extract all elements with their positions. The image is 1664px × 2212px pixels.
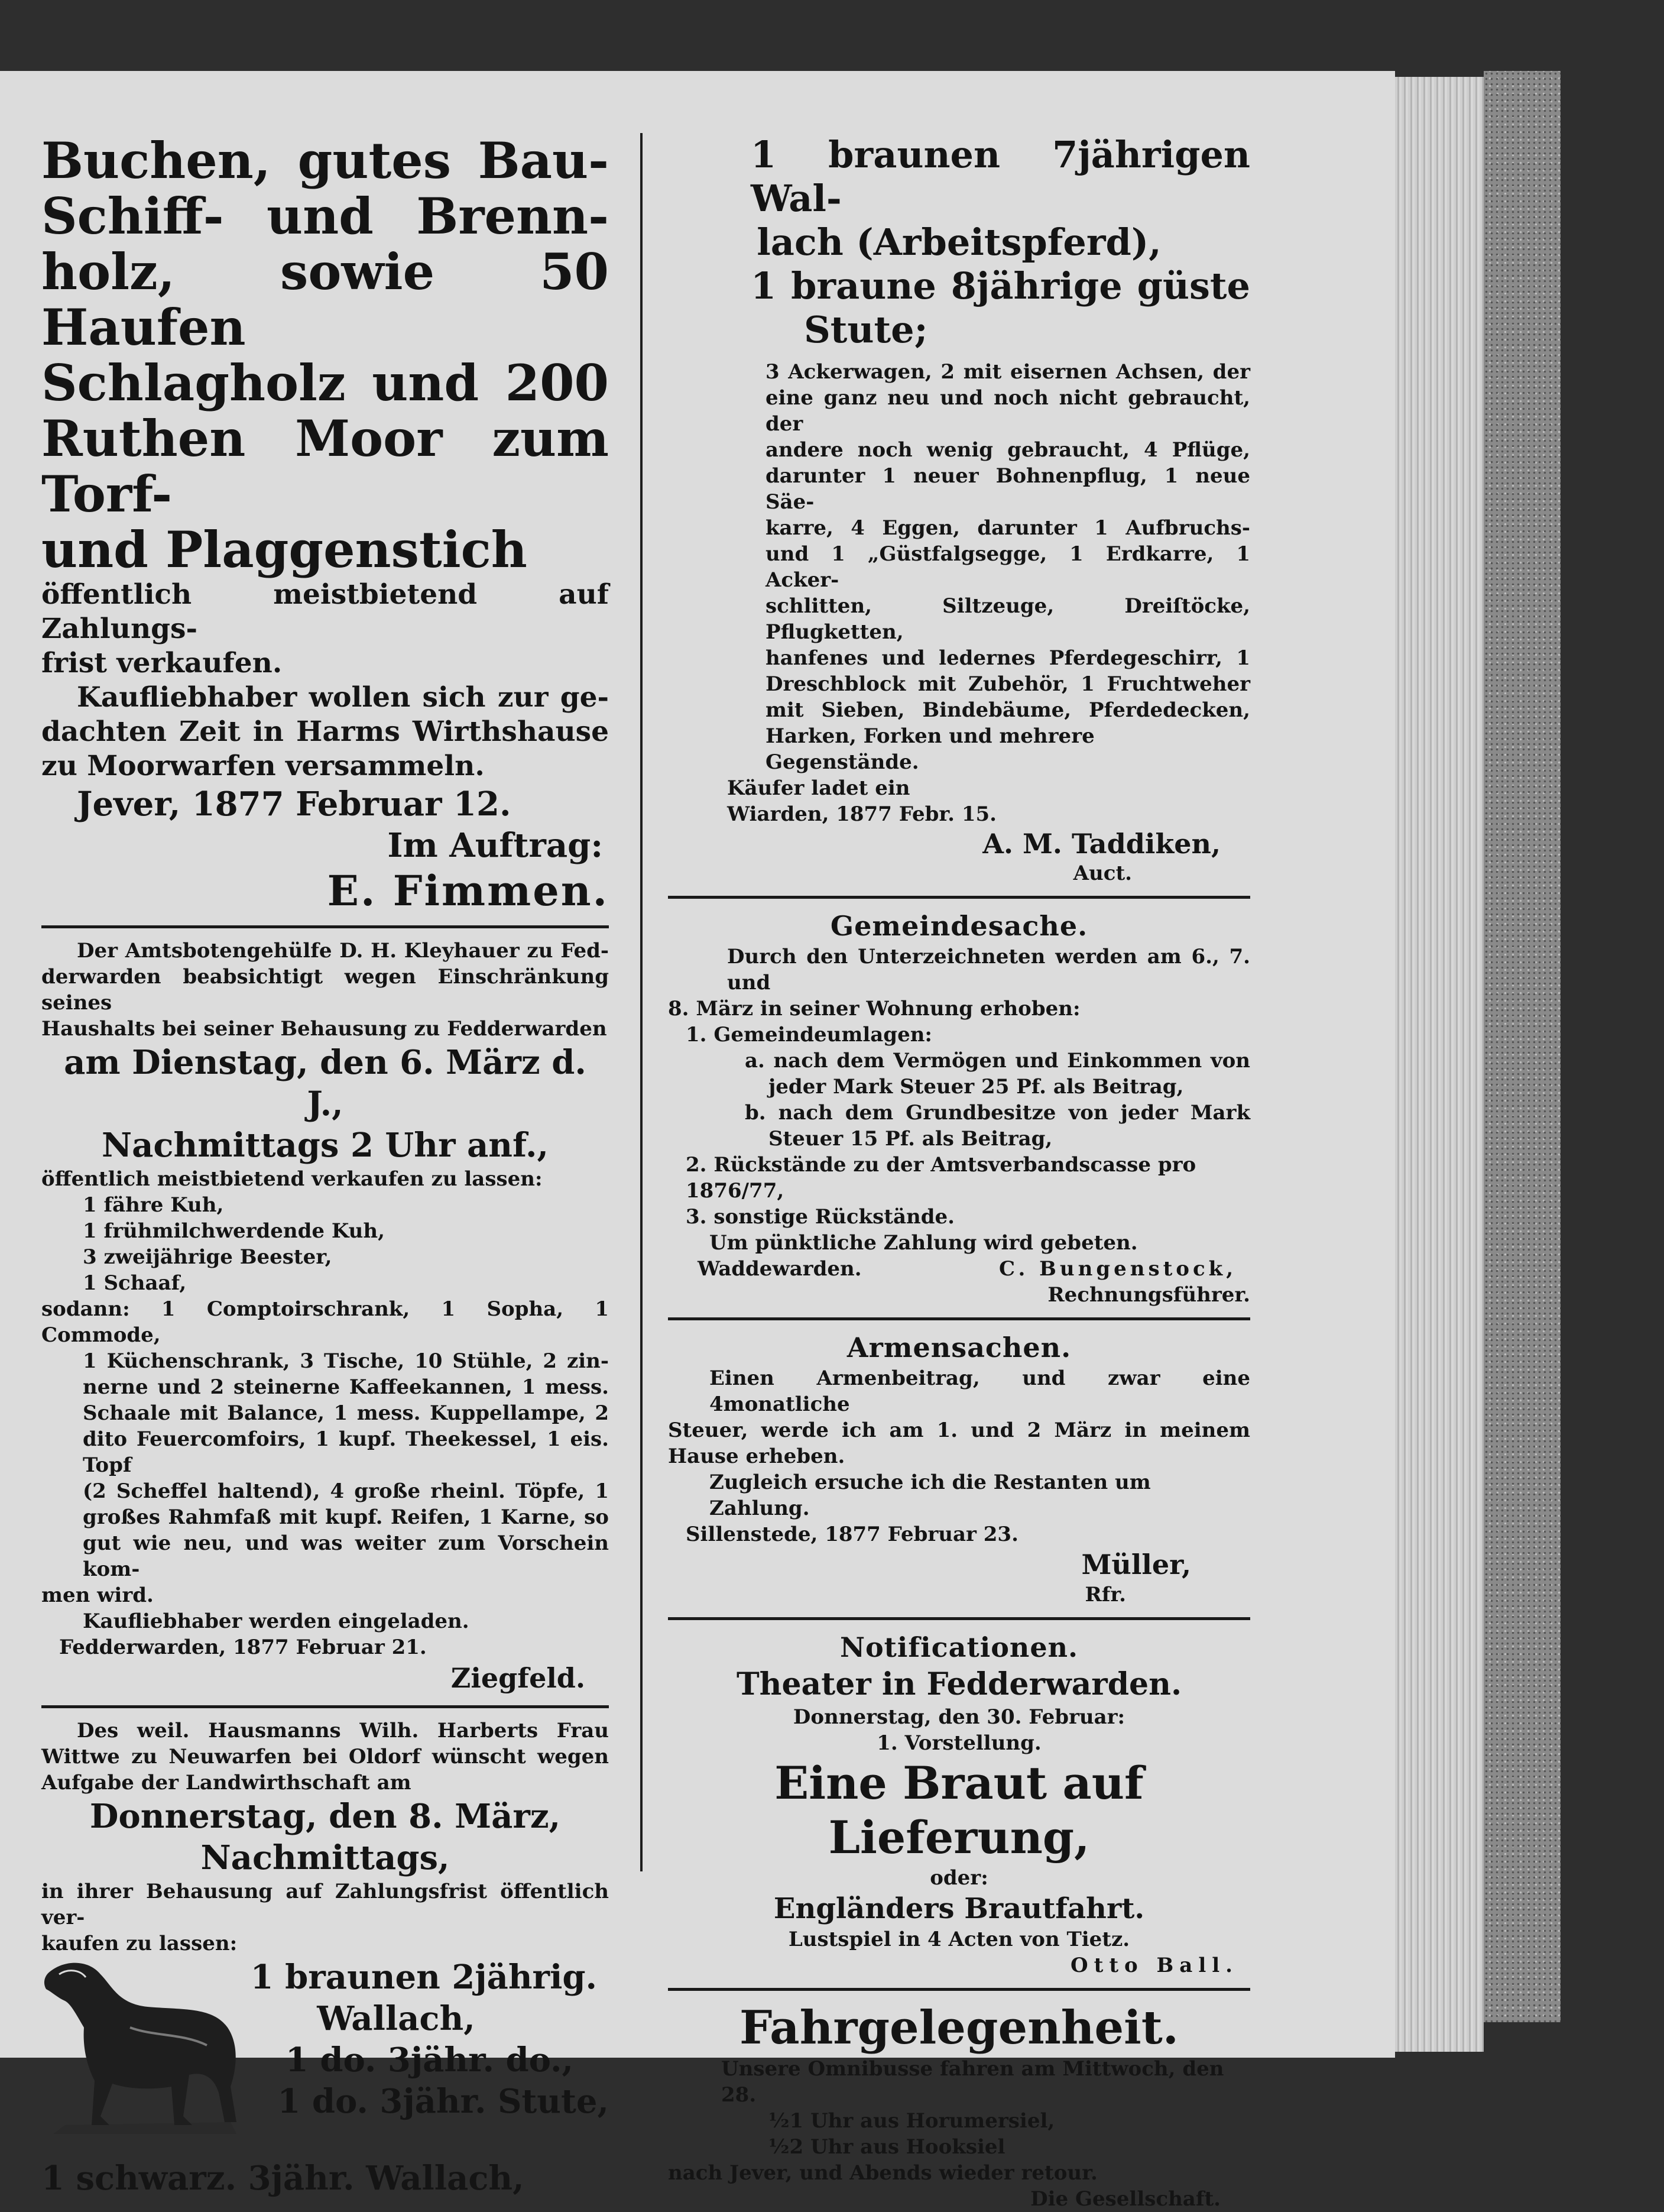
ad-farm-cont-item: andere noch wenig gebraucht, 4 Pflüge, [765, 438, 1250, 462]
gemeinde-item1a: a. nach dem Vermögen und Einkommen von [745, 1049, 1250, 1073]
ad-farm-cont-item: darunter 1 neuer Bohnenpflug, 1 neue Säe- [765, 464, 1250, 514]
armen-title: Rfr. [1085, 1583, 1126, 1607]
ad-timber-line: holz, sowie 50 Haufen [41, 242, 609, 357]
divider [41, 1705, 609, 1708]
armen-body: Steuer, werde ich am 1. und 2 März in meinem [668, 1418, 1250, 1442]
ad-farm-horse-line: 1 braunen 2jährig. [250, 1958, 597, 1997]
ad-household-sell: öffentlich meistbietend verkaufen zu lassen: [41, 1167, 543, 1191]
ad-household-items: gut wie neu, und was weiter zum Vorschein kom- [83, 1531, 609, 1581]
fahr-line3: ½2 Uhr aus Hooksiel [768, 2135, 1005, 2159]
ad-farm-horse-line: 1 schwarz. 3jähr. Wallach, [41, 2159, 524, 2198]
ad-timber-line: Ruthen Moor zum Torf- [41, 409, 609, 523]
ad-farm-continued [668, 133, 1250, 886]
ad-household-items: 1 Küchenschrank, 3 Tische, 10 Stühle, 2 zin- [83, 1349, 609, 1373]
armen-signature: Müller, [1081, 1549, 1191, 1581]
ad-household-items: nerne und 2 steinerne Kaffeekannen, 1 mess. [83, 1375, 609, 1399]
ad-farm-cont-signature: A. M. Taddiken, [982, 828, 1221, 860]
ad-household-animal: 1 Schaaf, [83, 1271, 187, 1295]
ad-farm-cont-item: mit Sieben, Bindebäume, Pferdedecken, [765, 698, 1250, 722]
divider [41, 925, 609, 928]
gemeinde-item2: 2. Rückstände zu der Amtsverbandscasse pro 1876/77, [686, 1153, 1196, 1203]
ad-timber-commission: Im Auftrag: [387, 826, 603, 865]
ad-farm-cont-place-date: Wiarden, 1877 Febr. 15. [727, 802, 997, 826]
gemeinde-notice [668, 908, 1250, 1308]
ad-farm-cont-item: schlitten, Siltzeuge, Dreiſtöcke, Pflugketten, [765, 594, 1250, 644]
gemeinde-place: Waddewarden. [698, 1257, 862, 1281]
gemeinde-title: Rechnungsführer. [1047, 1283, 1250, 1307]
armen-body2: Zugleich ersuche ich die Restanten um Zahlung. [709, 1471, 1151, 1520]
ad-farm-cont-item: 3 Ackerwagen, 2 mit eisernen Achsen, der [765, 360, 1250, 384]
divider [668, 896, 1250, 899]
ad-farm-horse-line: 1 do. 3jähr. do., [285, 2041, 573, 2080]
gemeinde-request: Um pünktliche Zahlung wird gebeten. [709, 1231, 1138, 1255]
ad-farm-horse-list [112, 1957, 609, 2122]
ad-timber-body: frist verkaufen. [41, 647, 283, 679]
gemeinde-signature: C. Bungenstock, [999, 1257, 1237, 1281]
ad-household-place-date: Fedderwarden, 1877 Februar 21. [59, 1635, 427, 1659]
ad-farm-cont-line: lach (Arbeitspferd), [757, 221, 1162, 264]
ad-household-invite: Kaufliebhaber werden eingeladen. [83, 1609, 469, 1633]
ad-household-intro: Haushalts bei seiner Behausung zu Fedderwarden [41, 1017, 607, 1041]
page-stack-edge [1395, 77, 1484, 2052]
ad-timber-body2: dachten Zeit in Harms Wirthshause [41, 715, 609, 748]
ad-farm-sell: in ihrer Behausung auf Zahlungsfrist öffentlich ver- [41, 1880, 609, 1929]
fahr-line2: ½1 Uhr aus Horumersiel, [768, 2109, 1055, 2133]
ad-household-items: men wird. [41, 1583, 154, 1607]
ad-farm-cont-line: 1 braune 8jährige güste [751, 264, 1250, 307]
ad-household-animal: 3 zweijährige Beester, [83, 1245, 332, 1269]
ad-timber [41, 133, 609, 916]
ad-timber-place-date: Jever, 1877 Februar 12. [77, 785, 511, 824]
ad-timber-line: und Plaggenstich [41, 520, 527, 579]
fahr-heading: Fahrgelegenheit. [739, 2001, 1179, 2055]
ad-farm-cont-item: karre, 4 Eggen, darunter 1 Aufbruchs- [765, 516, 1250, 540]
left-column [41, 133, 609, 2199]
ad-household-items: Schaale mit Balance, 1 mess. Kuppellampe, 2 [83, 1401, 609, 1425]
ad-farm-cont-items [668, 359, 1250, 775]
ad-timber-body2: Kaufliebhaber wollen sich zur ge- [77, 681, 609, 714]
fahr-signature: Die Gesellschaft. [1030, 2187, 1221, 2211]
ad-household-intro: Der Amtsbotengehülfe D. H. Kleyhauer zu Fed- [77, 939, 609, 963]
ad-farm-cont-item: eine ganz neu und noch nicht gebraucht, der [765, 386, 1250, 436]
armen-heading: Armensachen. [846, 1332, 1072, 1364]
notif-signature: Otto Ball. [1071, 1954, 1238, 1977]
gemeinde-intro: Durch den Unterzeichneten werden am 6., 7. und [727, 945, 1250, 995]
gemeinde-sign-row [668, 1256, 1250, 1282]
fahr-line4: nach Jever, und Abends wieder retour. [668, 2161, 1098, 2185]
ad-farm-cont-item: und 1 „Güstfalgsegge, 1 Erdkarre, 1 Acker- [765, 542, 1250, 592]
ad-household-animal: 1 fähre Kuh, [83, 1193, 224, 1217]
gemeinde-item1a: jeder Mark Steuer 25 Pf. als Beitrag, [768, 1075, 1184, 1099]
gemeinde-item1: 1. Gemeindeumlagen: [686, 1023, 932, 1047]
ad-household-items: dito Feuercomfoirs, 1 kupf. Theekessel, 1 eis. Topf [83, 1427, 609, 1477]
ad-farm-cont-item: hanfenes und ledernes Pferdegeschirr, 1 [765, 646, 1250, 670]
ad-farm-time: Nachmittags, [200, 1838, 450, 1877]
ad-timber-line: Schiff- und Brenn- [41, 187, 609, 245]
ad-farm-cont-line: Stute; [804, 308, 928, 351]
ad-timber-body: öffentlich meistbietend auf Zahlungs- [41, 578, 609, 645]
notif-performance: 1. Vorstellung. [877, 1731, 1042, 1755]
gemeinde-item1b: b. nach dem Grundbesitze von jeder Mark [745, 1101, 1250, 1125]
ad-farm-horses [41, 1957, 609, 2169]
notif-theater: Theater in Fedderwarden. [736, 1666, 1182, 1702]
ad-farm [41, 1718, 609, 2199]
right-column [668, 133, 1250, 2212]
ad-farm-date: Donnerstag, den 8. März, [89, 1797, 561, 1836]
gemeinde-item3: 3. sonstige Rückstände. [686, 1205, 955, 1229]
armen-body: Einen Armenbeitrag, und zwar eine 4monatliche [709, 1366, 1250, 1416]
fahrgelegenheit [668, 2000, 1250, 2212]
ad-timber-line: Schlagholz und 200 [41, 354, 609, 412]
ad-household-items: sodann: 1 Comptoirschrank, 1 Sopha, 1 Commode, [41, 1297, 609, 1347]
ad-household-date: am Dienstag, den 6. März d. J., [64, 1043, 586, 1123]
notifications [668, 1630, 1250, 1978]
ad-timber-line: Buchen, gutes Bau- [41, 131, 609, 190]
ad-farm-cont-buyers: Käufer ladet ein [727, 776, 910, 800]
book-cover-edge [1484, 71, 1561, 2022]
ad-household-items: großes Rahmfaß mit kupf. Reifen, 1 Karne, so [83, 1505, 609, 1529]
ad-household-intro: derwarden beabsichtigt wegen Einschränkung seines [41, 965, 609, 1015]
notif-genre: Lustspiel in 4 Acten von Tietz. [788, 1928, 1130, 1951]
notif-play-title: Eine Braut auf Lieferung, [774, 1757, 1144, 1864]
notif-oder: oder: [930, 1866, 988, 1890]
armen-notice [668, 1330, 1250, 1608]
armen-place-date: Sillenstede, 1877 Februar 23. [686, 1523, 1018, 1546]
ad-household-items: (2 Scheffel haltend), 4 große rheinl. Töpfe, 1 [83, 1479, 609, 1503]
ad-timber-signature: E. Fimmen. [327, 866, 609, 915]
ad-household-time: Nachmittags 2 Uhr anf., [101, 1126, 549, 1165]
divider [668, 1988, 1250, 1991]
ad-farm-cont-title: Auct. [1073, 862, 1132, 885]
divider [668, 1617, 1250, 1620]
ad-farm-cont-item: Dreschblock mit Zubehör, 1 Fruchtweher [765, 672, 1250, 696]
ad-farm-intro: Wittwe zu Neuwarfen bei Oldorf wünscht wegen [41, 1745, 609, 1769]
ad-farm-sell: kaufen zu lassen: [41, 1932, 238, 1955]
ad-timber-body2: zu Moorwarfen versammeln. [41, 750, 485, 782]
notif-date: Donnerstag, den 30. Februar: [793, 1705, 1125, 1729]
notif-heading: Notificationen. [839, 1631, 1079, 1663]
ad-farm-horse-line: 1 do. 3jähr. Stute, [277, 2082, 609, 2121]
ad-farm-intro: Aufgabe der Landwirthschaft am [41, 1771, 411, 1795]
ad-farm-horse-line: Wallach, [317, 1999, 475, 2038]
column-rule [640, 133, 643, 1871]
gemeinde-heading: Gemeindesache. [830, 910, 1088, 942]
ad-household-signature: Ziegfeld. [450, 1662, 585, 1694]
ad-farm-intro: Des weil. Hausmanns Wilh. Harberts Frau [77, 1719, 609, 1743]
notif-subtitle: Engländers Brautfahrt. [773, 1892, 1145, 1925]
ad-household [41, 938, 609, 1696]
ad-household-animal: 1 frühmilchwerdende Kuh, [83, 1219, 385, 1243]
armen-body: Hause erheben. [668, 1445, 845, 1468]
divider [668, 1317, 1250, 1320]
fahr-line1: Unsere Omnibusse fahren am Mittwoch, den 28. [721, 2057, 1224, 2107]
gemeinde-intro: 8. März in seiner Wohnung erhoben: [668, 997, 1081, 1021]
gemeinde-item1b: Steuer 15 Pf. als Beitrag, [768, 1127, 1053, 1151]
ad-farm-cont-line: 1 braunen 7jährigen Wal- [751, 133, 1250, 220]
ad-farm-cont-item: Harken, Forken und mehrere Gegenstände. [765, 724, 1095, 774]
